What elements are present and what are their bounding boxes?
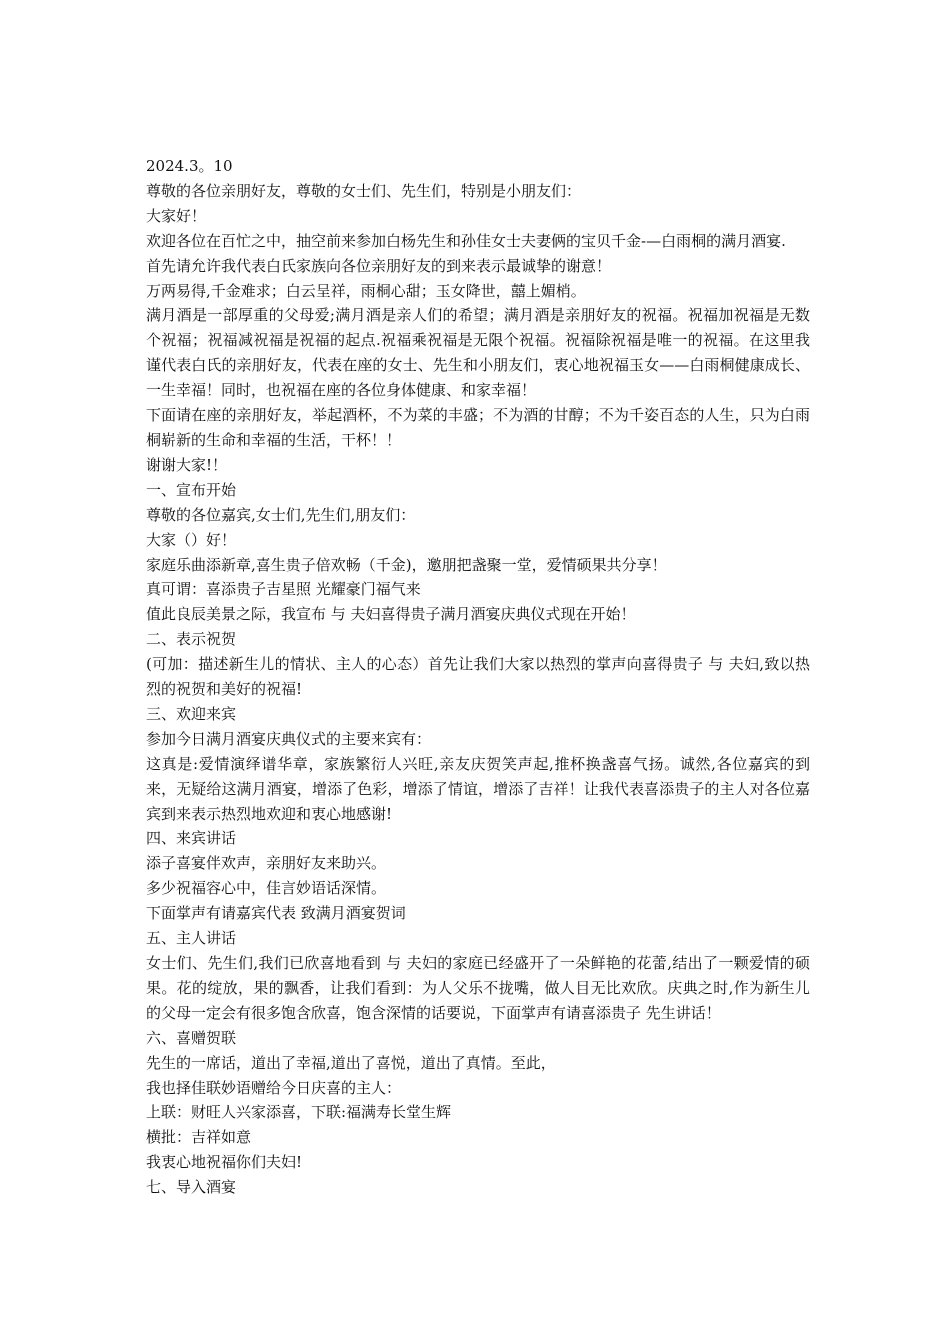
welcome-paragraph: 欢迎各位在百忙之中，抽空前来参加白杨先生和孙佳女士夫妻俩的宝贝千金-—白雨桐的满月酒宴. xyxy=(146,231,786,250)
section-1-salutation: 尊敬的各位嘉宾,女士们,先生们,朋友们： xyxy=(146,505,416,524)
section-1-greeting: 大家（）好！ xyxy=(146,530,237,549)
couplet-lines: 上联：财旺人兴家添喜，下联:福满寿长堂生辉 xyxy=(146,1103,452,1122)
section-6-paragraph: 我衷心地祝福你们夫妇! xyxy=(146,1153,303,1172)
salutation: 尊敬的各位亲朋好友，尊敬的女士们、先生们，特别是小朋友们： xyxy=(146,181,582,200)
section-heading-3: 三、欢迎来宾 xyxy=(146,704,237,723)
couplet-horizontal: 横批：吉祥如意 xyxy=(146,1128,252,1147)
section-2-paragraph: (可加：描述新生儿的情状、主人的心态）首先让我们大家以热烈的掌声向喜得贵子 与 夫妇,致以热烈的祝贺和美好的祝福! xyxy=(146,655,810,699)
section-1-paragraph: 值此良辰美景之际，我宣布 与 夫妇喜得贵子满月酒宴庆典仪式现在开始！ xyxy=(146,605,636,624)
section-4-paragraph: 多少祝福容心中，佳言妙语话深情。 xyxy=(146,879,387,898)
section-heading-5: 五、主人讲话 xyxy=(146,929,237,948)
section-heading-6: 六、喜赠贺联 xyxy=(146,1028,237,1047)
date-line: 2024.3。10 xyxy=(146,157,233,175)
section-1-paragraph: 真可谓：喜添贵子吉星照 光耀豪门福气来 xyxy=(146,580,421,599)
section-6-paragraph: 我也择佳联妙语赠给今日庆喜的主人： xyxy=(146,1078,402,1097)
section-heading-1: 一、宣布开始 xyxy=(146,480,237,499)
section-4-paragraph: 添子喜宴伴欢声，亲朋好友来助兴。 xyxy=(146,854,387,873)
section-heading-2: 二、表示祝贺 xyxy=(146,630,237,649)
document-body xyxy=(146,154,810,1200)
blessing-paragraph: 满月酒是一部厚重的父母爱;满月酒是亲人们的希望；满月酒是亲朋好友的祝福。祝福加祝福是无数个祝福；祝福减祝福是祝福的起点.祝福乘祝福是无限个祝福。祝福除祝福是唯一的祝福。在这里我谨代表白氏的亲朋好友，代表在座的女士、先生和小朋友们，衷心地祝福玉女——白雨桐健康成长、一生幸福！同时，也祝福在座的各位身体健康、和家幸福！ xyxy=(146,306,810,400)
closing-thanks: 谢谢大家!！ xyxy=(146,455,228,474)
section-heading-7: 七、导入酒宴 xyxy=(146,1178,237,1197)
thanks-paragraph: 首先请允许我代表白氏家族向各位亲朋好友的到来表示最诚挚的谢意！ xyxy=(146,256,612,275)
toast-paragraph: 下面请在座的亲朋好友，举起酒杯，不为菜的丰盛；不为酒的甘醇；不为千姿百态的人生，只为白雨桐崭新的生命和幸福的生活，干杯！！ xyxy=(146,406,810,449)
section-heading-4: 四、来宾讲话 xyxy=(146,829,237,848)
section-3-paragraph: 这真是:爱情演绎谱华章，家族繁衍人兴旺,亲友庆贺笑声起,推杯换盏喜气扬。诚然,各位嘉宾的到来，无疑给这满月酒宴，增添了色彩，增添了情谊，增添了吉祥！让我代表喜添贵子的主人对各位嘉宾到来表示热烈地欢迎和衷心地感谢! xyxy=(146,754,810,823)
section-4-paragraph: 下面掌声有请嘉宾代表 致满月酒宴贺词 xyxy=(146,904,406,923)
section-5-paragraph: 女士们、先生们,我们已欣喜地看到 与 夫妇的家庭已经盛开了一朵鲜艳的花蕾,结出了一颗爱情的硕果。花的绽放，果的飘香，让我们看到：为人父乐不拢嘴，做人目无比欢欣。庆典之时,作为新生儿的父母一定会有很多饱含欣喜，饱含深情的话要说，下面掌声有请喜添贵子 先生讲话！ xyxy=(146,954,810,1022)
section-6-paragraph: 先生的一席话，道出了幸福,道出了喜悦，道出了真情。至此， xyxy=(146,1053,556,1072)
blessing-couplet: 万两易得,千金难求；白云呈祥，雨桐心甜；玉女降世，囍上媚梢。 xyxy=(146,281,586,300)
greeting: 大家好！ xyxy=(146,206,207,225)
section-1-paragraph: 家庭乐曲添新章,喜生贵子倍欢畅（千金)，邀朋把盏聚一堂，爱情硕果共分享！ xyxy=(146,555,667,574)
section-3-paragraph: 参加今日满月酒宴庆典仪式的主要来宾有： xyxy=(146,729,432,748)
